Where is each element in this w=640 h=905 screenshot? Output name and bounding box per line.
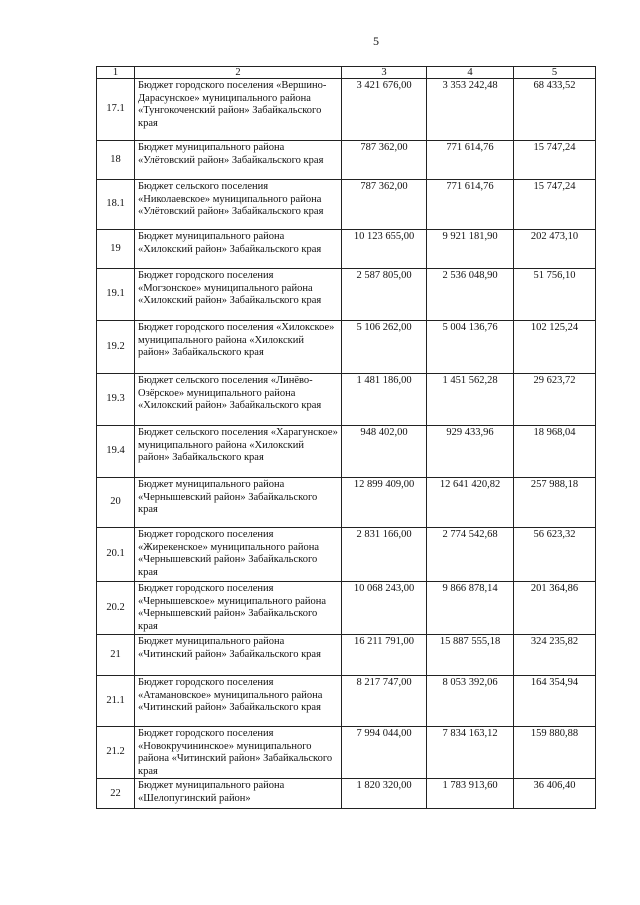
row-col5-value: 202 473,10 bbox=[514, 230, 596, 269]
row-number: 20.1 bbox=[97, 528, 135, 582]
row-col4-value: 771 614,76 bbox=[427, 180, 514, 230]
row-col3-value: 2 587 805,00 bbox=[342, 269, 427, 321]
row-number: 19.2 bbox=[97, 321, 135, 374]
table-row bbox=[97, 676, 596, 727]
row-col4-value: 9 866 878,14 bbox=[427, 582, 514, 635]
row-number: 19.3 bbox=[97, 374, 135, 426]
row-description: Бюджет сельского поселения «Харагунское» муниципального района «Хилокский район» Забайкальского края bbox=[135, 426, 342, 478]
table-row bbox=[97, 478, 596, 528]
row-col4-value: 2 774 542,68 bbox=[427, 528, 514, 582]
row-number: 19 bbox=[97, 230, 135, 269]
table-row bbox=[97, 180, 596, 230]
table-row bbox=[97, 269, 596, 321]
table-row bbox=[97, 528, 596, 582]
row-description: Бюджет городского поселения «Жирекенское» муниципального района «Чернышевский район» Забайкальского края bbox=[135, 528, 342, 582]
row-description: Бюджет городского поселения «Могзонское» муниципального района «Хилокский район» Забайкальского края bbox=[135, 269, 342, 321]
row-number: 17.1 bbox=[97, 79, 135, 141]
table-row bbox=[97, 79, 596, 141]
row-col3-value: 948 402,00 bbox=[342, 426, 427, 478]
row-col5-value: 29 623,72 bbox=[514, 374, 596, 426]
row-number: 20 bbox=[97, 478, 135, 528]
row-col5-value: 15 747,24 bbox=[514, 141, 596, 180]
row-col4-value: 1 783 913,60 bbox=[427, 779, 514, 809]
row-col5-value: 51 756,10 bbox=[514, 269, 596, 321]
row-number: 20.2 bbox=[97, 582, 135, 635]
row-col5-value: 36 406,40 bbox=[514, 779, 596, 809]
row-number: 18 bbox=[97, 141, 135, 180]
row-col5-value: 257 988,18 bbox=[514, 478, 596, 528]
table-row bbox=[97, 321, 596, 374]
table-header-row bbox=[97, 67, 596, 79]
row-col4-value: 5 004 136,76 bbox=[427, 321, 514, 374]
table-row bbox=[97, 779, 596, 809]
row-col3-value: 8 217 747,00 bbox=[342, 676, 427, 727]
row-col4-value: 12 641 420,82 bbox=[427, 478, 514, 528]
table-row bbox=[97, 582, 596, 635]
column-header: 2 bbox=[135, 67, 342, 79]
row-description: Бюджет муниципального района «Чернышевский район» Забайкальского края bbox=[135, 478, 342, 528]
row-col3-value: 12 899 409,00 bbox=[342, 478, 427, 528]
row-col5-value: 201 364,86 bbox=[514, 582, 596, 635]
table-row bbox=[97, 141, 596, 180]
table-row bbox=[97, 727, 596, 779]
table-row bbox=[97, 426, 596, 478]
column-header: 4 bbox=[427, 67, 514, 79]
row-number: 21 bbox=[97, 635, 135, 676]
row-col5-value: 164 354,94 bbox=[514, 676, 596, 727]
page-number: 5 bbox=[373, 34, 379, 48]
column-header: 5 bbox=[514, 67, 596, 79]
row-col4-value: 15 887 555,18 bbox=[427, 635, 514, 676]
row-col5-value: 324 235,82 bbox=[514, 635, 596, 676]
row-col3-value: 1 481 186,00 bbox=[342, 374, 427, 426]
row-description: Бюджет городского поселения «Вершино-Дарасунское» муниципального района «Тунгокоченский район» Забайкальского края bbox=[135, 79, 342, 141]
budget-table bbox=[96, 66, 596, 809]
row-description: Бюджет городского поселения «Чернышевское» муниципального района «Чернышевский район» Забайкальского края bbox=[135, 582, 342, 635]
column-header: 1 bbox=[97, 67, 135, 79]
row-col3-value: 7 994 044,00 bbox=[342, 727, 427, 779]
row-number: 19.4 bbox=[97, 426, 135, 478]
table-row bbox=[97, 374, 596, 426]
row-col3-value: 2 831 166,00 bbox=[342, 528, 427, 582]
row-description: Бюджет сельского поселения «Линёво-Озёрское» муниципального района «Хилокский район» Забайкальского края bbox=[135, 374, 342, 426]
table-row bbox=[97, 230, 596, 269]
row-col3-value: 5 106 262,00 bbox=[342, 321, 427, 374]
row-number: 21.2 bbox=[97, 727, 135, 779]
row-col4-value: 771 614,76 bbox=[427, 141, 514, 180]
row-number: 18.1 bbox=[97, 180, 135, 230]
row-number: 19.1 bbox=[97, 269, 135, 321]
row-description: Бюджет муниципального района «Шелопугинский район» bbox=[135, 779, 342, 809]
row-col5-value: 68 433,52 bbox=[514, 79, 596, 141]
row-col5-value: 56 623,32 bbox=[514, 528, 596, 582]
row-description: Бюджет муниципального района «Улётовский район» Забайкальского края bbox=[135, 141, 342, 180]
row-col3-value: 3 421 676,00 bbox=[342, 79, 427, 141]
row-description: Бюджет городского поселения «Хилокское» муниципального района «Хилокский район» Забайкальского края bbox=[135, 321, 342, 374]
row-col3-value: 16 211 791,00 bbox=[342, 635, 427, 676]
row-col4-value: 9 921 181,90 bbox=[427, 230, 514, 269]
table-row bbox=[97, 635, 596, 676]
column-header: 3 bbox=[342, 67, 427, 79]
row-col4-value: 1 451 562,28 bbox=[427, 374, 514, 426]
row-description: Бюджет муниципального района «Хилокский район» Забайкальского края bbox=[135, 230, 342, 269]
row-col3-value: 10 068 243,00 bbox=[342, 582, 427, 635]
row-col3-value: 787 362,00 bbox=[342, 180, 427, 230]
row-number: 21.1 bbox=[97, 676, 135, 727]
row-col4-value: 2 536 048,90 bbox=[427, 269, 514, 321]
row-description: Бюджет сельского поселения «Николаевское» муниципального района «Улётовский район» Забайкальского края bbox=[135, 180, 342, 230]
row-col3-value: 787 362,00 bbox=[342, 141, 427, 180]
row-description: Бюджет городского поселения «Атамановское» муниципального района «Читинский район» Забайкальского края bbox=[135, 676, 342, 727]
row-col5-value: 102 125,24 bbox=[514, 321, 596, 374]
row-col4-value: 929 433,96 bbox=[427, 426, 514, 478]
row-description: Бюджет муниципального района «Читинский район» Забайкальского края bbox=[135, 635, 342, 676]
row-col3-value: 1 820 320,00 bbox=[342, 779, 427, 809]
row-col5-value: 18 968,04 bbox=[514, 426, 596, 478]
row-col5-value: 15 747,24 bbox=[514, 180, 596, 230]
row-description: Бюджет городского поселения «Новокручининское» муниципального района «Читинский район» Забайкальского края bbox=[135, 727, 342, 779]
row-col4-value: 3 353 242,48 bbox=[427, 79, 514, 141]
row-col4-value: 7 834 163,12 bbox=[427, 727, 514, 779]
row-col5-value: 159 880,88 bbox=[514, 727, 596, 779]
row-col3-value: 10 123 655,00 bbox=[342, 230, 427, 269]
row-number: 22 bbox=[97, 779, 135, 809]
row-col4-value: 8 053 392,06 bbox=[427, 676, 514, 727]
